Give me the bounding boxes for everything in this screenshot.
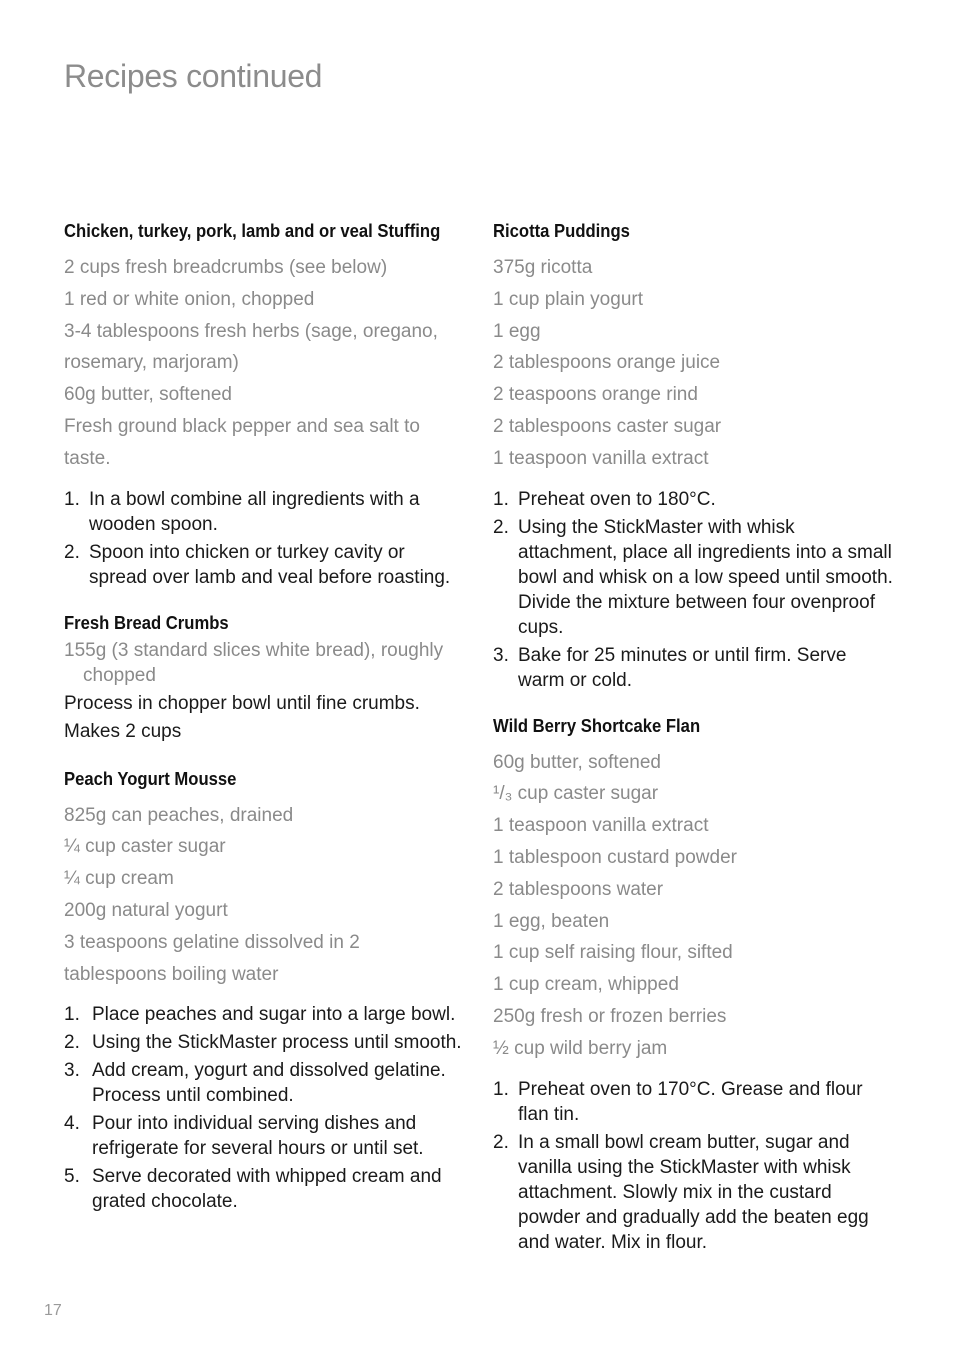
- method-step: [64, 487, 464, 537]
- method-step: [493, 1130, 893, 1255]
- step-text: Using the StickMaster with whisk attachment, place all ingredients into a small bowl and whisk on a low speed until smooth. Divide the mixture between four ovenproof cups.: [518, 516, 893, 638]
- step-text: Serve decorated with whipped cream and grated chocolate.: [92, 1166, 442, 1213]
- method-list: [493, 487, 893, 693]
- method-step: [64, 1002, 464, 1027]
- step-number: 4.: [64, 1113, 80, 1135]
- recipe-peach-mousse: [64, 768, 464, 1215]
- ingredient-item: 3-4 tablespoons fresh herbs (sage, oregano,: [64, 320, 438, 342]
- recipe-title: Chicken, turkey, pork, lamb and or veal Stuffing: [64, 220, 441, 241]
- ingredient-item: ¼ cup caster sugar: [64, 836, 226, 858]
- step-number: 3.: [64, 1060, 80, 1082]
- recipe-wild-berry-flan: [493, 715, 893, 1255]
- method-step: [493, 1077, 893, 1127]
- ingredient-item: 60g butter, softened: [64, 384, 232, 406]
- step-text: Pour into individual serving dishes and refrigerate for several hours or until set.: [92, 1113, 424, 1160]
- step-number: 2.: [493, 516, 509, 538]
- step-number: 5.: [64, 1166, 80, 1188]
- instruction-line: Process in chopper bowl until fine crumbs.: [64, 692, 420, 714]
- ingredient-item: tablespoons boiling water: [64, 963, 279, 985]
- ingredient-item: 1 cup plain yogurt: [493, 288, 643, 310]
- step-number: 2.: [493, 1131, 509, 1153]
- ingredient-item: 200g natural yogurt: [64, 899, 228, 921]
- ingredient-item: ½ cup wild berry jam: [493, 1037, 668, 1059]
- step-text: Place peaches and sugar into a large bowl.: [92, 1004, 456, 1026]
- ingredient-item: 375g ricotta: [493, 257, 593, 278]
- step-text: Add cream, yogurt and dissolved gelatine. Process until combined.: [92, 1060, 446, 1107]
- method-step: [493, 515, 893, 640]
- ingredient-item: 1 cup cream, whipped: [493, 974, 679, 996]
- ingredient-item: 1 cup self raising flour, sifted: [493, 942, 733, 964]
- ingredient-item: ¹/₃ cup caster sugar: [493, 783, 659, 805]
- step-number: 3.: [493, 644, 509, 666]
- ingredient-item: 250g fresh or frozen berries: [493, 1005, 727, 1027]
- ingredient-item: 2 cups fresh breadcrumbs (see below): [64, 257, 388, 278]
- method-step: [64, 1111, 464, 1161]
- ingredient-item: 3 teaspoons gelatine dissolved in 2: [64, 931, 360, 953]
- step-text: In a small bowl cream butter, sugar and vanilla using the StickMaster with whisk attachment. Slowly mix in the custard powder and gradually add the beaten egg and water. Mix in flour.: [518, 1131, 869, 1253]
- step-number: 1.: [64, 488, 80, 510]
- recipe-stuffing: [64, 220, 464, 590]
- ingredient-item: 1 teaspoon vanilla extract: [493, 447, 709, 469]
- method-step: [64, 540, 464, 590]
- page-number: 17: [44, 1302, 62, 1319]
- ingredient-item: 2 tablespoons orange juice: [493, 352, 721, 374]
- recipe-bread-crumbs: [64, 612, 464, 746]
- step-text: In a bowl combine all ingredients with a wooden spoon.: [89, 488, 420, 535]
- method-step: [493, 487, 893, 512]
- ingredient-item: 2 teaspoons orange rind: [493, 384, 698, 406]
- method-step: [493, 643, 893, 693]
- step-text: Using the StickMaster process until smooth.: [92, 1032, 462, 1054]
- step-number: 1.: [493, 488, 509, 510]
- ingredient-item: Fresh ground black pepper and sea salt to: [64, 415, 420, 437]
- step-text: Spoon into chicken or turkey cavity or spread over lamb and veal before roasting.: [89, 541, 451, 588]
- step-text: Bake for 25 minutes or until firm. Serve warm or cold.: [518, 644, 847, 691]
- ingredient-item: 2 tablespoons caster sugar: [493, 415, 722, 437]
- recipe-title: Fresh Bread Crumbs: [64, 611, 229, 633]
- ingredient-list: [64, 638, 464, 688]
- ingredient-item: 1 teaspoon vanilla extract: [493, 815, 709, 837]
- recipe-title: Ricotta Puddings: [493, 220, 630, 241]
- yield-line: Makes 2 cups: [64, 720, 182, 742]
- left-column: [64, 220, 464, 1230]
- method-step: [64, 1164, 464, 1214]
- ingredient-item: 60g butter, softened: [493, 751, 661, 773]
- ingredient-item: 2 tablespoons water: [493, 878, 664, 900]
- recipe-title: Wild Berry Shortcake Flan: [493, 714, 701, 736]
- ingredient-list: [493, 747, 893, 1065]
- ingredient-item: 1 red or white onion, chopped: [64, 288, 315, 310]
- recipe-title: Peach Yogurt Mousse: [64, 767, 237, 789]
- step-number: 1.: [64, 1004, 80, 1026]
- right-column: [493, 220, 893, 1271]
- step-number: 1.: [493, 1078, 509, 1100]
- method-list: [64, 487, 464, 590]
- ingredient-item: taste.: [64, 447, 111, 469]
- ingredient-item: 1 egg, beaten: [493, 910, 610, 932]
- method-list: [64, 1002, 464, 1214]
- method-step: [64, 1030, 464, 1055]
- step-text: Preheat oven to 170°C. Grease and flour flan tin.: [518, 1078, 863, 1125]
- ingredient-item: 825g can peaches, drained: [64, 804, 294, 826]
- step-number: 2.: [64, 541, 80, 563]
- ingredient-list: [64, 800, 464, 991]
- recipe-ricotta-puddings: [493, 220, 893, 693]
- ingredient-list: [493, 252, 893, 475]
- ingredient-item: 155g (3 standard slices white bread), roughly chopped: [64, 639, 444, 686]
- ingredient-list: [64, 252, 464, 475]
- step-number: 2.: [64, 1032, 80, 1054]
- ingredient-item: ¼ cup cream: [64, 868, 174, 890]
- ingredient-item: rosemary, marjoram): [64, 352, 239, 374]
- ingredient-item: 1 egg: [493, 320, 541, 342]
- page-title: Recipes continued: [64, 58, 323, 94]
- step-text: Preheat oven to 180°C.: [518, 488, 716, 510]
- ingredient-item: 1 tablespoon custard powder: [493, 846, 737, 868]
- method-list: [493, 1077, 893, 1255]
- method-step: [64, 1058, 464, 1108]
